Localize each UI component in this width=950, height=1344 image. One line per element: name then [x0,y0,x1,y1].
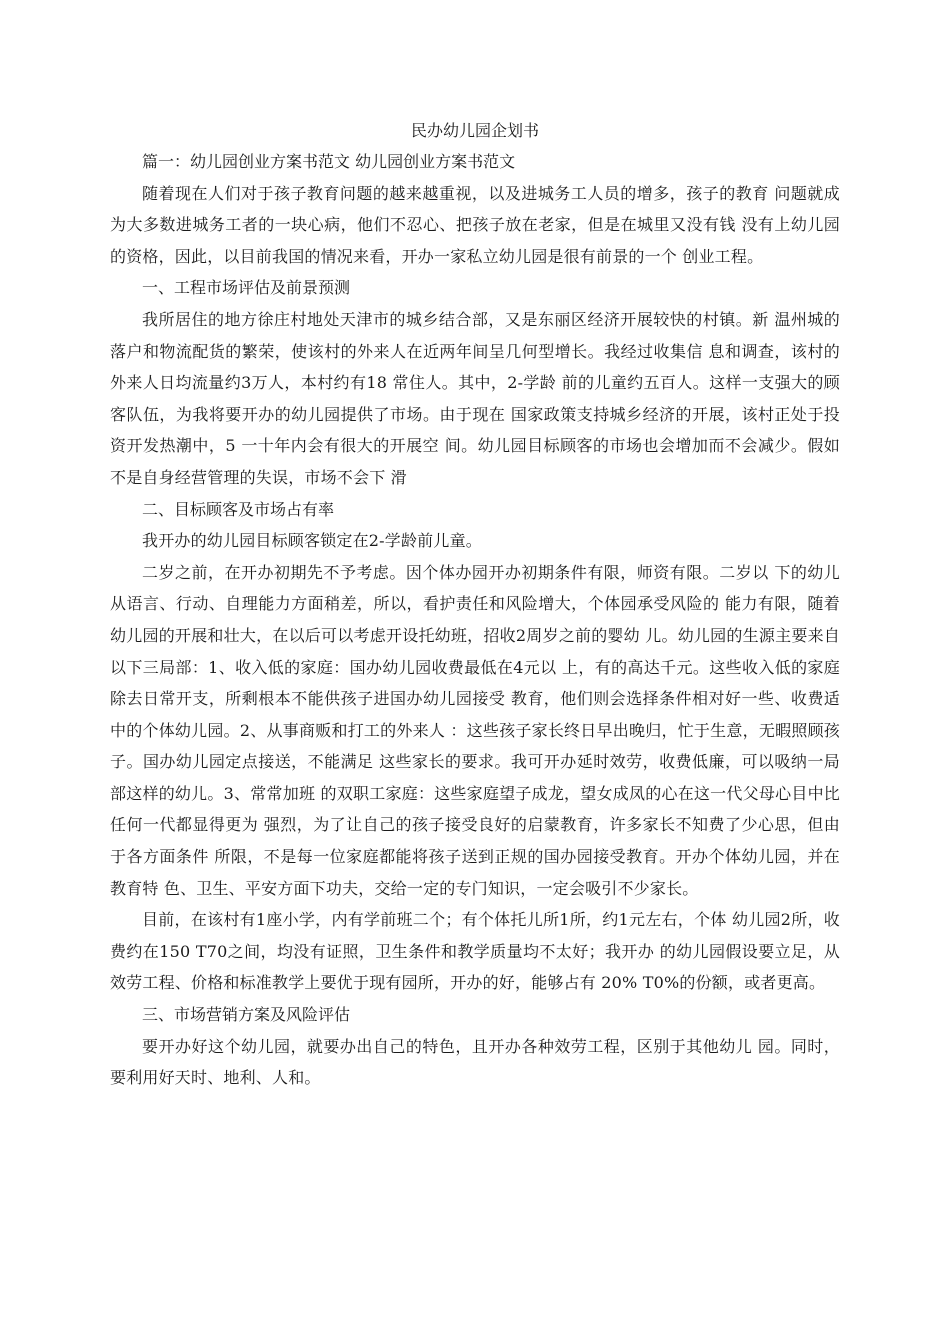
section-2-paragraph-1: 我开办的幼儿园目标顾客锁定在2-学龄前儿童。 [142,531,482,551]
section-3-heading: 三、市场营销方案及风险评估 [142,1005,351,1025]
section-2-paragraph-3: 目前，在该村有1座小学，内有学前班二个；有个体托儿所1所，约1元左右，个体 幼儿园2所，收费约在150 T70之间，均没有证照，卫生条件和教学质量均不太好；我开办 的幼儿园假设要立足，从效劳工程、价格和标准教学上要优于现有园所，开办的好，能够占有 20% T0%的份额，或者更高。 [110,910,840,993]
section-2-heading: 二、目标顾客及市场占有率 [142,499,335,519]
section-2-paragraph-2: 二岁之前，在开办初期先不予考虑。因个体办园开办初期条件有限，师资有限。二岁以 下的幼儿从语言、行动、自理能力方面稍差，所以，看护责任和风险增大，个体园承受风险的 能力有限，随着幼儿园的开展和壮大，在以后可以考虑开设托幼班，招收2周岁之前的婴幼 儿。幼儿园的生源主要来自以下三局部：1、收入低的家庭：国办幼儿园收费最低在4元以 上，有的高达千元。这些收入低的家庭除去日常开支，所剩根本不能供孩子进国办幼儿园接受 教育，他们则会选择条件相对好一些、收费适中的个体幼儿园。2、从事商贩和打工的外来人 ：这些孩子家长终日早出晚归，忙于生意，无暇照顾孩子。国办幼儿园定点接送，不能满足 这些家长的要求。我可开办延时效劳，收费低廉，可以吸纳一局部这样的幼儿。3、常常加班 的双职工家庭：这些家庭望子成龙，望女成凤的心在这一代父母心目中比任何一代都显得更为 强烈，为了让自己的孩子接受良好的启蒙教育，许多家长不知费了少心思，但由于各方面条件 所限，不是每一位家庭都能将孩子送到正规的国办园接受教育。开办个体幼儿园，并在教育特 色、卫生、平安方面下功夫，交给一定的专门知识，一定会吸引不少家长。 [110,562,840,898]
document-page [110,116,840,1094]
section-3-paragraph: 要开办好这个幼儿园，就要办出自己的特色，且开办各种效劳工程，区别于其他幼儿 园。同时，要利用好天时、地利、人和。 [110,1036,840,1088]
intro-paragraph: 随着现在人们对于孩子教育问题的越来越重视，以及进城务工人员的增多，孩子的教育 问题就成为大多数进城务工者的一块心病，他们不忍心、把孩子放在老家，但是在城里又没有钱 没有上幼儿园的资格，因此，以目前我国的情况来看，开办一家私立幼儿园是很有前景的一个 创业工程。 [110,183,840,266]
section-1-heading: 一、工程市场评估及前景预测 [142,278,351,298]
document-subtitle: 篇一：幼儿园创业方案书范文 幼儿园创业方案书范文 [142,152,516,171]
document-title: 民办幼儿园企划书 [410,121,539,140]
section-1-paragraph: 我所居住的地方徐庄村地处天津市的城乡结合部，又是东丽区经济开展较快的村镇。新 温州城的落户和物流配货的繁荣，使该村的外来人在近两年间呈几何型增长。我经过收集信 息和调查，该村的外来人日均流量约3万人，本村约有18 常住人。其中，2-学龄 前的儿童约五百人。这样一支强大的顾客队伍，为我将要开办的幼儿园提供了市场。由于现在 国家政策支持城乡经济的开展，该村正处于投资开发热潮中，5 一十年内会有很大的开展空 间。幼儿园目标顾客的市场也会增加而不会减少。假如不是自身经营管理的失误，市场不会下 滑 [110,309,840,487]
